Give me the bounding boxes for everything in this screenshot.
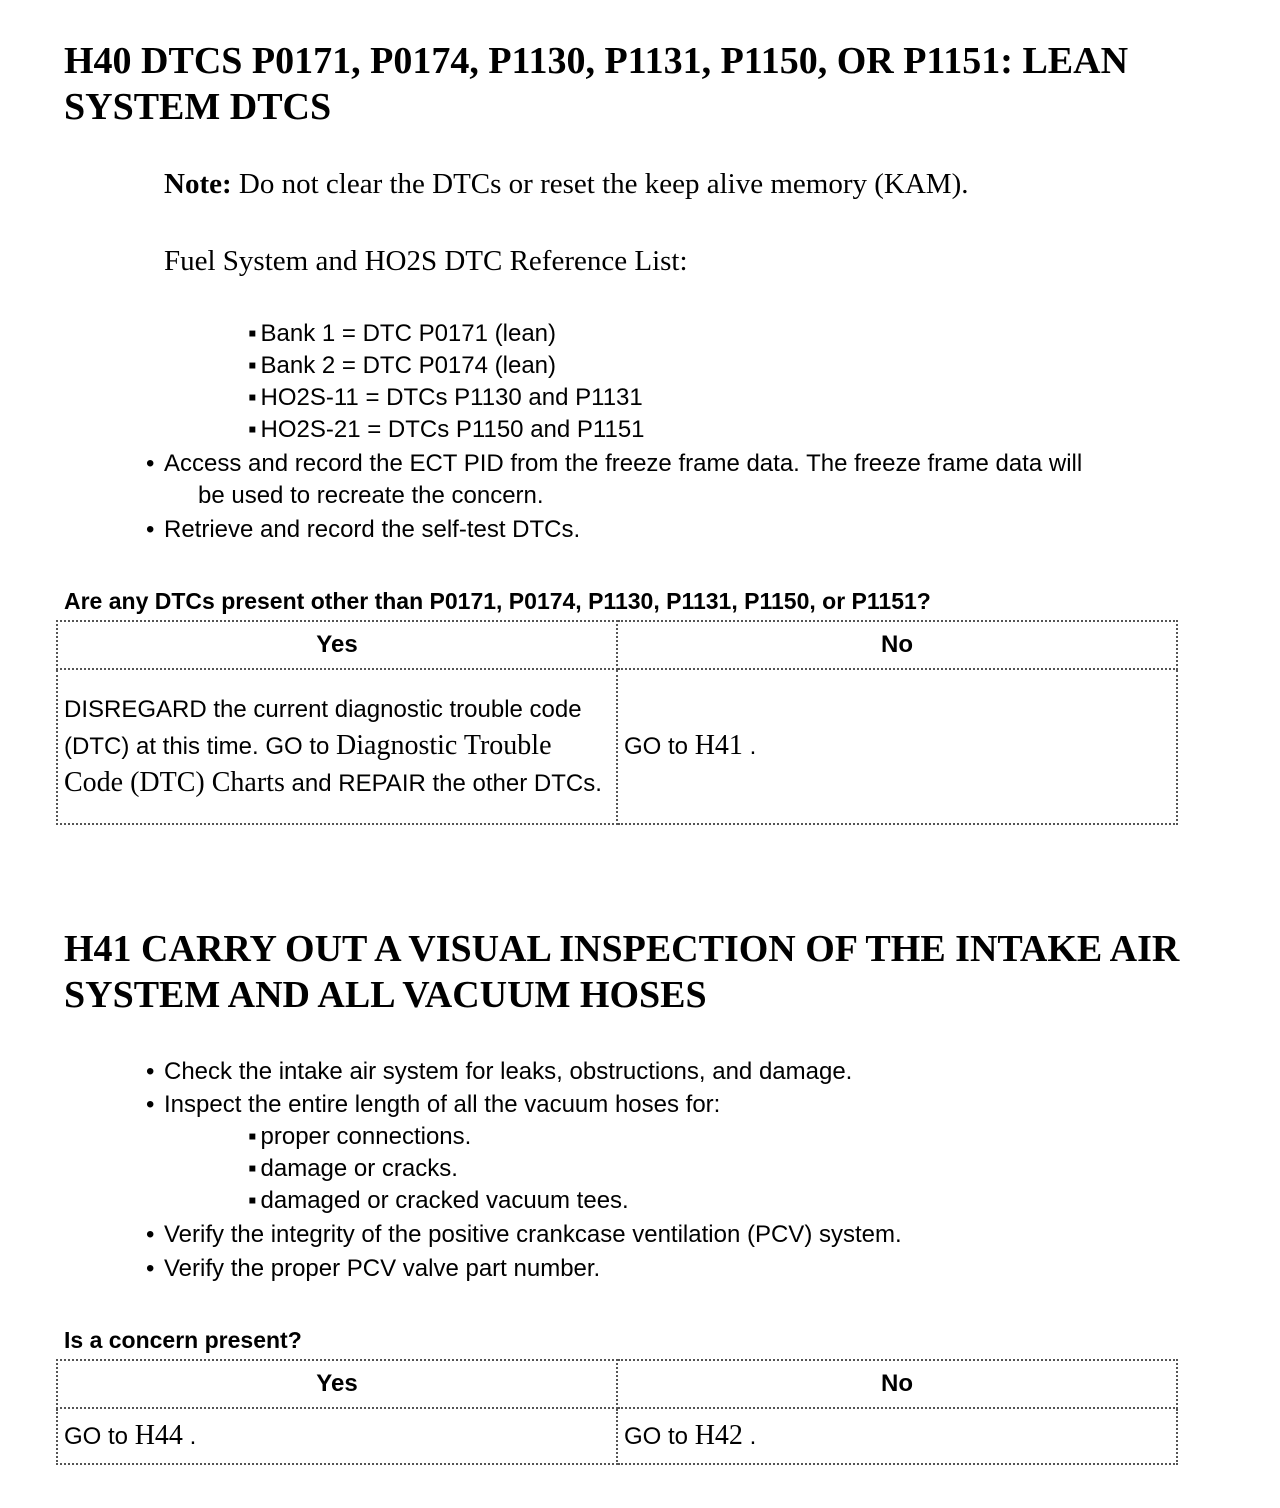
step-text: Verify the integrity of the positive crankcase ventilation (PCV) system. bbox=[164, 1221, 902, 1248]
yes-cell bbox=[57, 669, 617, 824]
no-header: No bbox=[617, 1360, 1177, 1408]
ref-list-item: ▪ Bank 1 = DTC P0171 (lean) bbox=[248, 318, 556, 350]
inspect-item: ▪ damage or cracks. bbox=[248, 1153, 458, 1185]
h41-title-line1: H41 CARRY OUT A VISUAL INSPECTION OF THE INTAKE AIR bbox=[64, 928, 1180, 970]
ref-list-heading: Fuel System and HO2S DTC Reference List: bbox=[164, 245, 688, 277]
step-text: Inspect the entire length of all the vacuum hoses for: bbox=[164, 1091, 721, 1118]
bullet-icon: • bbox=[146, 450, 155, 477]
h42-link[interactable]: H42 bbox=[694, 1419, 743, 1451]
h40-title-line1: H40 DTCS P0171, P0174, P1130, P1131, P1150, OR P1151: LEAN bbox=[64, 40, 1129, 82]
h41-title bbox=[64, 926, 1244, 1018]
no-cell bbox=[617, 669, 1177, 824]
h41-link[interactable]: H41 bbox=[694, 730, 743, 761]
yes-prefix: GO to bbox=[64, 1422, 135, 1450]
h41-step bbox=[146, 1253, 1256, 1285]
step-text: Access and record the ECT PID from the freeze frame data. The freeze frame data will bbox=[164, 450, 1083, 477]
no-prefix: GO to bbox=[624, 1422, 695, 1450]
h40-title-line2: SYSTEM DTCS bbox=[64, 86, 332, 128]
step-text: Retrieve and record the self-test DTCs. bbox=[164, 516, 581, 543]
h40-title bbox=[64, 38, 1244, 130]
h40-note bbox=[164, 167, 969, 201]
h41-step bbox=[146, 1219, 1256, 1251]
no-cell bbox=[617, 1408, 1177, 1464]
h41-step bbox=[146, 1056, 1256, 1088]
yes-text: DISREGARD the current diagnostic trouble code (DTC) at this time. GO to bbox=[64, 695, 582, 760]
yes-text-end: and REPAIR the other DTCs. bbox=[284, 769, 602, 797]
inspect-item: ▪ proper connections. bbox=[248, 1121, 471, 1153]
h40-step bbox=[146, 448, 1256, 512]
bullet-icon: • bbox=[146, 1255, 155, 1282]
note-label: Note: bbox=[164, 168, 232, 200]
bullet-icon: • bbox=[146, 1221, 155, 1248]
bullet-icon: • bbox=[146, 1058, 155, 1085]
h41-question: Is a concern present? bbox=[64, 1327, 302, 1353]
ref-list-item: ▪ HO2S-11 = DTCs P1130 and P1131 bbox=[248, 382, 643, 414]
h41-title-line2: SYSTEM AND ALL VACUUM HOSES bbox=[64, 974, 707, 1016]
step-text: Check the intake air system for leaks, obstructions, and damage. bbox=[164, 1058, 853, 1085]
h40-decision-table bbox=[56, 620, 1178, 825]
ref-list-item: ▪ Bank 2 = DTC P0174 (lean) bbox=[248, 350, 556, 382]
step-text-continued: be used to recreate the concern. bbox=[198, 482, 544, 509]
no-prefix: GO to bbox=[624, 733, 695, 760]
bullet-icon: • bbox=[146, 516, 155, 543]
h41-decision-table bbox=[56, 1359, 1178, 1465]
no-header: No bbox=[617, 621, 1177, 669]
dtc-charts-link[interactable]: Diagnostic Trouble Code (DTC) Charts bbox=[64, 729, 552, 798]
yes-cell bbox=[57, 1408, 617, 1464]
h44-link[interactable]: H44 bbox=[134, 1419, 183, 1451]
ref-list-item: ▪ HO2S-21 = DTCs P1150 and P1151 bbox=[248, 414, 645, 446]
yes-header: Yes bbox=[57, 1360, 617, 1408]
inspect-item: ▪ damaged or cracked vacuum tees. bbox=[248, 1185, 629, 1217]
h40-question: Are any DTCs present other than P0171, P0174, P1130, P1131, P1150, or P1151? bbox=[64, 588, 931, 614]
bullet-icon: • bbox=[146, 1091, 155, 1118]
no-suffix: . bbox=[742, 1422, 757, 1450]
no-suffix: . bbox=[742, 733, 757, 760]
h41-step bbox=[146, 1089, 1256, 1121]
h40-step bbox=[146, 514, 1256, 546]
step-text: Verify the proper PCV valve part number. bbox=[164, 1255, 601, 1282]
yes-suffix: . bbox=[182, 1422, 197, 1450]
yes-header: Yes bbox=[57, 621, 617, 669]
note-text: Do not clear the DTCs or reset the keep alive memory (KAM). bbox=[231, 168, 969, 200]
